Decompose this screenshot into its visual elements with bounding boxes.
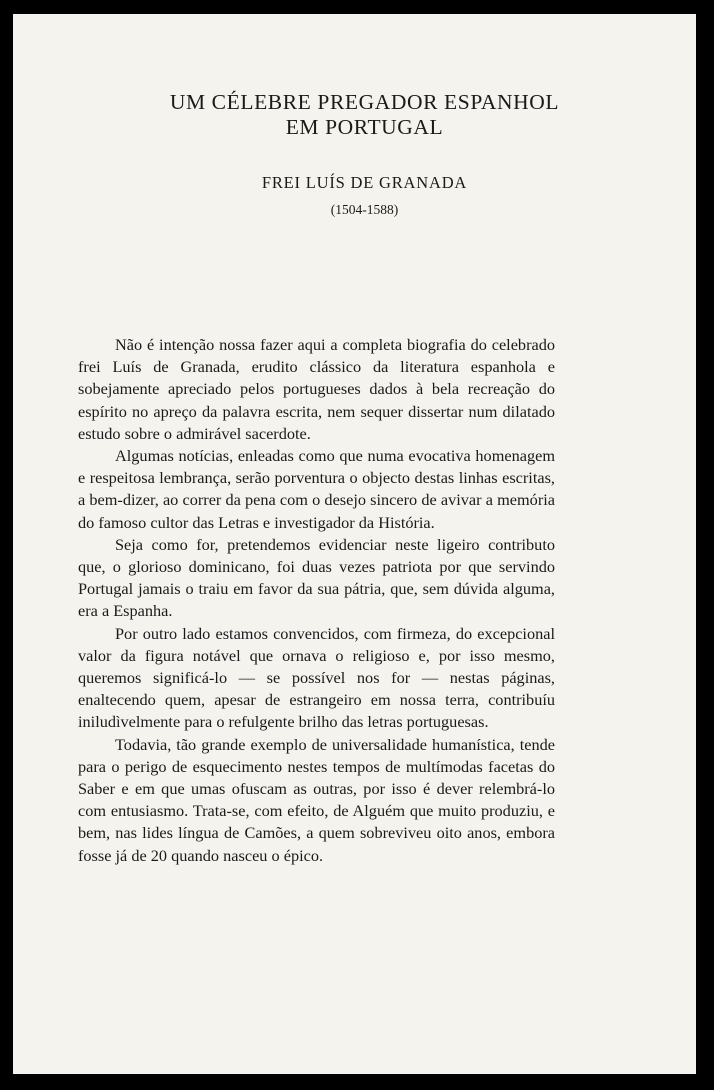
paragraph-2: Algumas notícias, enleadas como que numa evocativa homenagem e respeitosa lembrança, serão porventura o objecto destas linhas escritas, a bem-dizer, ao correr da pena com o desejo sincero de avivar a memória do famoso cultor das Letras e investigador da História.: [78, 446, 555, 532]
body-text: [78, 334, 555, 867]
paragraph-3: Seja como for, pretendemos evidenciar neste ligeiro contributo que, o glorioso dominicano, foi duas vezes patriota por que servindo Portugal jamais o traiu em favor da sua pátria, que, sem dúvida alguma, era a Espanha.: [78, 534, 555, 621]
paragraph-1: Não é intenção nossa fazer aqui a completa biografia do celebrado frei Luís de Granada, erudito clássico da literatura espanhola e sobejamente apreciado pelos portugueses dados à bela recreação do espírito no apreço da palavra escrita, nem sequer dissertar num dilatado estudo sobre o admirável sacerdote.: [78, 335, 555, 443]
document-page: [13, 14, 696, 1074]
title-line-1: UM CÉLEBRE PREGADOR ESPANHOL: [169, 90, 560, 114]
subtitle: FREI LUÍS DE GRANADA: [261, 173, 468, 192]
title-line-2: EM PORTUGAL: [285, 115, 444, 139]
paragraph-4: Por outro lado estamos convencidos, com firmeza, do excepcional valor da figura notável que ornava o religioso e, por isso mesmo, queremos significá-lo — se possível nos for — nestas páginas, enaltecendo quem, apesar de estrangeiro em nossa terra, contribuíu iniludìvelmente para o refulgente brilho das letras portuguesas.: [78, 623, 555, 732]
dates: (1504-1588): [330, 202, 399, 217]
paragraph-5: Todavia, tão grande exemplo de universalidade humanística, tende para o perigo de esquecimento nestes tempos de multímodas facetas do Saber e em que umas ofuscam as outras, por isso é dever relembrá-lo com entusiasmo. Trata-se, com efeito, de Alguém que muito produziu, e bem, nas lides língua de Camões, a quem sobreviveu oito anos, embora fosse já de 20 quando nasceu o épico.: [78, 734, 555, 865]
